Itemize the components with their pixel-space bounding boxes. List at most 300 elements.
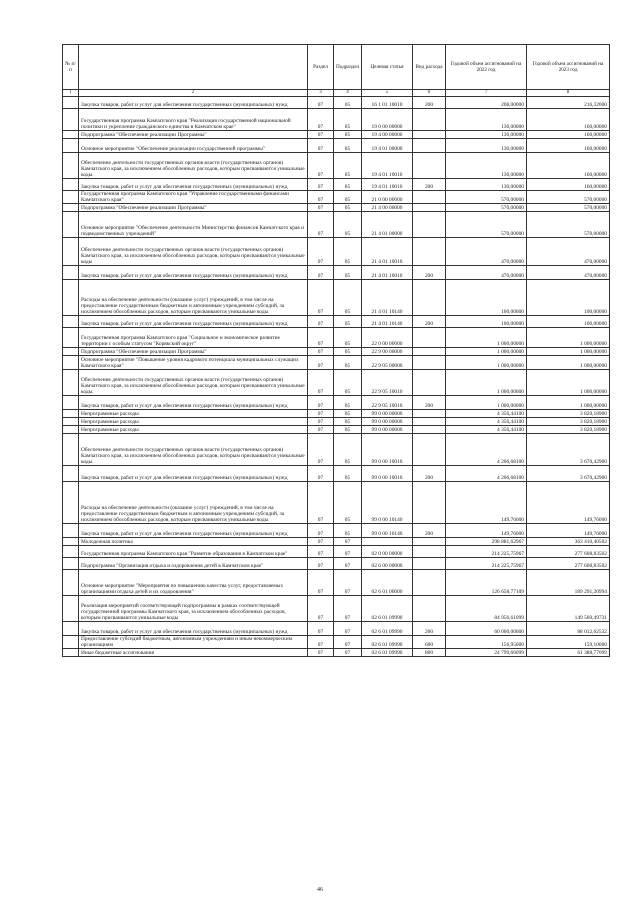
cell-name: Закупка товаров, работ и услуг для обеспечения государственных (муниципальных) нужд — [79, 524, 308, 538]
cell-num — [63, 596, 79, 622]
cell-vid — [413, 546, 446, 558]
cell-name: Закупка товаров, работ и услуг для обеспечения государственных (муниципальных) нужд — [79, 97, 308, 109]
cell-csr: 21 4 01 10140 — [362, 280, 413, 316]
cell-num — [63, 636, 79, 649]
cell-2023: 3 820,18900 — [527, 426, 610, 434]
cell-vid — [413, 570, 446, 596]
cell-csr: 16 1 01 10010 — [362, 97, 413, 109]
cell-razdel: 07 — [308, 328, 334, 348]
cell-2022: 298 881,62967 — [446, 538, 527, 546]
table-row — [63, 546, 610, 558]
cell-razdel: 07 — [308, 538, 334, 546]
page-number: 46 — [317, 887, 323, 893]
cell-vid — [413, 328, 446, 348]
cell-razdel: 07 — [308, 524, 334, 538]
cell-razdel: 07 — [308, 280, 334, 316]
cell-2022: 4 206,68100 — [446, 466, 527, 482]
table-row — [63, 97, 610, 109]
cell-razdel: 07 — [308, 622, 334, 636]
cell-name: Подпрограмма "Обеспечение реализации Программы" — [79, 204, 308, 212]
cell-2022: 214 225,75967 — [446, 546, 527, 558]
cell-podrazdel: 05 — [334, 328, 362, 348]
cell-2022: 1 000,00000 — [446, 348, 527, 356]
cell-name: Государственная программа Камчатского края "Социальное и экономическое развитие территории с особым статусом "Корякский округ" — [79, 328, 308, 348]
cell-razdel: 07 — [308, 596, 334, 622]
cell-name: Непрограммные расходы — [79, 418, 308, 426]
cell-razdel: 07 — [308, 466, 334, 482]
cell-2023: 100,00000 — [527, 316, 610, 328]
cell-2022: 130,00000 — [446, 179, 527, 191]
cell-num — [63, 466, 79, 482]
cell-razdel: 07 — [308, 649, 334, 657]
cell-vid — [413, 139, 446, 153]
cell-podrazdel: 05 — [334, 426, 362, 434]
cell-2022: 4 356,44100 — [446, 426, 527, 434]
header-row — [63, 45, 610, 90]
cell-num — [63, 204, 79, 212]
cell-razdel: 07 — [308, 570, 334, 596]
cell-vid: 200 — [413, 266, 446, 280]
cell-num — [63, 396, 79, 410]
cell-2023: 189 291,20994 — [527, 570, 610, 596]
cell-csr: 22 9 05 10010 — [362, 396, 413, 410]
cell-2022: 4 206,68100 — [446, 434, 527, 466]
cell-csr: 99 0 00 10140 — [362, 524, 413, 538]
cell-2022: 84 956,61099 — [446, 596, 527, 622]
table-row — [63, 434, 610, 466]
cell-podrazdel: 05 — [334, 396, 362, 410]
cell-podrazdel: 05 — [334, 238, 362, 266]
cell-podrazdel: 05 — [334, 191, 362, 204]
cell-csr: 02 6 01 09990 — [362, 596, 413, 622]
col-num-3: 3 — [308, 90, 334, 97]
cell-name: Подпрограмма "Обеспечение реализации Программы" — [79, 131, 308, 139]
cell-podrazdel: 05 — [334, 266, 362, 280]
cell-num — [63, 109, 79, 131]
cell-podrazdel: 05 — [334, 466, 362, 482]
cell-num — [63, 238, 79, 266]
cell-vid — [413, 131, 446, 139]
cell-vid — [413, 348, 446, 356]
cell-csr: 21 4 01 10010 — [362, 238, 413, 266]
cell-csr: 21 4 01 10140 — [362, 316, 413, 328]
cell-vid — [413, 426, 446, 434]
cell-name: Основное мероприятие "Обеспечение деятельности Министерства финансов Камчатского края и подведомственных учреждений" — [79, 212, 308, 238]
cell-vid: 200 — [413, 396, 446, 410]
cell-podrazdel: 05 — [334, 97, 362, 109]
cell-vid — [413, 538, 446, 546]
cell-csr: 19 4 01 10010 — [362, 179, 413, 191]
cell-csr: 02 6 01 09990 — [362, 622, 413, 636]
cell-vid — [413, 191, 446, 204]
cell-2023: 160,00000 — [527, 131, 610, 139]
cell-razdel: 07 — [308, 636, 334, 649]
cell-num — [63, 356, 79, 370]
col-num-6: 6 — [413, 90, 446, 97]
cell-2023: 3 820,18900 — [527, 410, 610, 418]
cell-2022: 24 799,66099 — [446, 649, 527, 657]
cell-num — [63, 280, 79, 316]
cell-2022: 100,00000 — [446, 316, 527, 328]
header-num: № п/п — [63, 45, 79, 90]
col-num-4: 4 — [334, 90, 362, 97]
table-row — [63, 482, 610, 524]
cell-name: Государственная программа Камчатского края "Развитие образования в Камчатском крае" — [79, 546, 308, 558]
table-header — [63, 45, 610, 97]
table-row — [63, 636, 610, 649]
table-row — [63, 418, 610, 426]
cell-csr: 19 4 00 00000 — [362, 131, 413, 139]
cell-vid — [413, 558, 446, 570]
cell-podrazdel: 07 — [334, 558, 362, 570]
cell-vid: 200 — [413, 179, 446, 191]
cell-name: Государственная программа Камчатского края "Управление государственными финансами Камчатского края" — [79, 191, 308, 204]
cell-vid — [413, 410, 446, 418]
cell-2023: 570,00000 — [527, 204, 610, 212]
cell-name: Обеспечение деятельности государственных органов власти (государственных органов) Камчатского края, за исключением обособленных расходов, которым присваиваются уникальные коды. — [79, 370, 308, 396]
cell-podrazdel: 05 — [334, 524, 362, 538]
cell-csr: 19 0 00 00000 — [362, 109, 413, 131]
cell-name: Обеспечение деятельности государственных органов власти (государственных органов) Камчатского края, за исключением обособленных расходов, которым присваиваются уникальные коды. — [79, 153, 308, 179]
cell-num — [63, 524, 79, 538]
table-row — [63, 316, 610, 328]
cell-podrazdel: 05 — [334, 204, 362, 212]
cell-name: Расходы на обеспечение деятельности (оказание услуг) учреждений, в том числе на предоставление государственным бюджетным и автономным учреждениям субсидий, за исключением обособленных расходов, которым присваиваются уникальные коды — [79, 280, 308, 316]
table-row — [63, 204, 610, 212]
table-row — [63, 191, 610, 204]
cell-razdel: 07 — [308, 370, 334, 396]
cell-2023: 160,00000 — [527, 109, 610, 131]
cell-csr: 22 9 05 00000 — [362, 356, 413, 370]
table-row — [63, 649, 610, 657]
cell-csr: 99 0 00 10010 — [362, 466, 413, 482]
header-vid: Вид расхода — [413, 45, 446, 90]
table-row — [63, 280, 610, 316]
cell-2022: 130,00000 — [446, 139, 527, 153]
table-row — [63, 596, 610, 622]
cell-2022: 570,00000 — [446, 212, 527, 238]
cell-2023: 216,32000 — [527, 97, 610, 109]
cell-num — [63, 558, 79, 570]
cell-razdel: 07 — [308, 97, 334, 109]
cell-2023: 160,00000 — [527, 179, 610, 191]
cell-2023: 100,00000 — [527, 280, 610, 316]
cell-name: Основное мероприятие "Мероприятия по повышению качества услуг, предоставляемых организациями отдыха детей и их оздоровления" — [79, 570, 308, 596]
table-row — [63, 212, 610, 238]
cell-2022: 470,00000 — [446, 238, 527, 266]
cell-2022: 1 000,00000 — [446, 356, 527, 370]
cell-num — [63, 546, 79, 558]
cell-num — [63, 153, 79, 179]
cell-num — [63, 410, 79, 418]
header-razdel: Раздел — [308, 45, 334, 90]
column-number-row — [63, 90, 610, 97]
table-row — [63, 238, 610, 266]
cell-vid: 200 — [413, 316, 446, 328]
cell-2023: 160,00000 — [527, 139, 610, 153]
cell-vid: 200 — [413, 97, 446, 109]
cell-2022: 126 658,77109 — [446, 570, 527, 596]
table-row — [63, 466, 610, 482]
cell-2022: 470,00000 — [446, 266, 527, 280]
cell-num — [63, 131, 79, 139]
table-row — [63, 622, 610, 636]
cell-vid: 200 — [413, 622, 446, 636]
cell-csr: 19 4 01 10010 — [362, 153, 413, 179]
cell-podrazdel: 05 — [334, 109, 362, 131]
cell-vid — [413, 370, 446, 396]
cell-2023: 88 012,62532 — [527, 622, 610, 636]
cell-razdel: 07 — [308, 238, 334, 266]
col-num-8: 8 — [527, 90, 610, 97]
table-row — [63, 426, 610, 434]
cell-vid: 800 — [413, 649, 446, 657]
table-row — [63, 396, 610, 410]
cell-2022: 130,00000 — [446, 131, 527, 139]
cell-num — [63, 139, 79, 153]
cell-podrazdel: 05 — [334, 410, 362, 418]
cell-razdel: 07 — [308, 396, 334, 410]
cell-num — [63, 97, 79, 109]
cell-2022: 208,00000 — [446, 97, 527, 109]
cell-name: Подпрограмма "Обеспечение реализации Программы" — [79, 348, 308, 356]
table-row — [63, 109, 610, 131]
cell-num — [63, 212, 79, 238]
cell-podrazdel: 05 — [334, 482, 362, 524]
cell-vid — [413, 238, 446, 266]
cell-2023: 470,00000 — [527, 238, 610, 266]
cell-2023: 1 000,00000 — [527, 356, 610, 370]
header-2023: Годовой объем ассигнований на 2023 год — [527, 45, 610, 90]
cell-razdel: 07 — [308, 356, 334, 370]
table-row — [63, 410, 610, 418]
table-row — [63, 538, 610, 546]
cell-podrazdel: 07 — [334, 622, 362, 636]
cell-num — [63, 570, 79, 596]
cell-razdel: 07 — [308, 212, 334, 238]
cell-num — [63, 482, 79, 524]
cell-num — [63, 266, 79, 280]
cell-vid — [413, 434, 446, 466]
cell-2022: 1 000,00000 — [446, 370, 527, 396]
cell-2023: 277 608,83502 — [527, 558, 610, 570]
cell-name: Расходы на обеспечение деятельности (оказание услуг) учреждений, в том числе на предоставление государственным бюджетным и автономным учреждениям субсидий, за исключением обособленных расходов, которым присваиваются уникальные коды — [79, 482, 308, 524]
cell-csr: 22 0 00 00000 — [362, 328, 413, 348]
cell-razdel: 07 — [308, 153, 334, 179]
cell-podrazdel: 05 — [334, 131, 362, 139]
cell-csr: 99 0 00 00000 — [362, 418, 413, 426]
cell-num — [63, 434, 79, 466]
cell-num — [63, 538, 79, 546]
cell-csr: 99 0 00 00000 — [362, 426, 413, 434]
cell-csr — [362, 538, 413, 546]
table-row — [63, 266, 610, 280]
cell-name: Закупка товаров, работ и услуг для обеспечения государственных (муниципальных) нужд — [79, 622, 308, 636]
cell-2022: 100,00000 — [446, 280, 527, 316]
cell-num — [63, 179, 79, 191]
table-body — [63, 97, 610, 657]
cell-name: Реализация мероприятий соответствующей подпрограммы в рамках соответствующей государственной программы Камчатского края, за исключением обособленных расходов, которым присваиваются уникальные коды — [79, 596, 308, 622]
table-row — [63, 370, 610, 396]
cell-podrazdel: 07 — [334, 649, 362, 657]
cell-vid: 600 — [413, 636, 446, 649]
cell-name: Основное мероприятие "Повышение уровня кадрового потенциала муниципальных служащих Камчатского края" — [79, 356, 308, 370]
cell-2023: 277 608,83502 — [527, 546, 610, 558]
cell-2023: 570,00000 — [527, 191, 610, 204]
cell-podrazdel: 07 — [334, 546, 362, 558]
cell-name: Государственная программа Камчатского края "Реализация государственной национальной политики и укрепление гражданского единства в Камчатском крае" — [79, 109, 308, 131]
cell-2022: 60 000,00000 — [446, 622, 527, 636]
cell-csr: 02 0 00 00000 — [362, 546, 413, 558]
cell-razdel: 07 — [308, 131, 334, 139]
cell-2023: 149 560,49731 — [527, 596, 610, 622]
cell-2022: 570,00000 — [446, 204, 527, 212]
cell-vid — [413, 596, 446, 622]
cell-2023: 1 000,00000 — [527, 396, 610, 410]
cell-vid — [413, 109, 446, 131]
cell-2023: 1 000,00000 — [527, 348, 610, 356]
cell-num — [63, 348, 79, 356]
cell-num — [63, 649, 79, 657]
cell-csr: 02 6 01 00000 — [362, 570, 413, 596]
cell-2022: 1 000,00000 — [446, 396, 527, 410]
cell-name: Предоставление субсидий бюджетным, автономным учреждениям и иным некоммерческим организациям — [79, 636, 308, 649]
table-row — [63, 139, 610, 153]
table-row — [63, 179, 610, 191]
header-podrazdel: Подраздел — [334, 45, 362, 90]
cell-podrazdel: 05 — [334, 434, 362, 466]
cell-csr: 19 4 01 00000 — [362, 139, 413, 153]
cell-2022: 149,76000 — [446, 524, 527, 538]
cell-2023: 1 000,00000 — [527, 328, 610, 348]
cell-csr: 02 6 01 09990 — [362, 649, 413, 657]
table-row — [63, 524, 610, 538]
cell-razdel: 07 — [308, 546, 334, 558]
cell-num — [63, 191, 79, 204]
cell-csr: 21 0 00 00000 — [362, 191, 413, 204]
cell-num — [63, 328, 79, 348]
cell-2023: 470,00000 — [527, 266, 610, 280]
cell-csr: 02 6 01 09990 — [362, 636, 413, 649]
cell-num — [63, 426, 79, 434]
cell-razdel: 07 — [308, 558, 334, 570]
table-row — [63, 348, 610, 356]
cell-podrazdel: 05 — [334, 212, 362, 238]
cell-csr: 99 0 00 10010 — [362, 434, 413, 466]
table-row — [63, 570, 610, 596]
cell-2022: 130,00000 — [446, 109, 527, 131]
cell-podrazdel: 05 — [334, 418, 362, 426]
col-num-5: 5 — [362, 90, 413, 97]
cell-razdel: 07 — [308, 418, 334, 426]
cell-2022: 4 356,44100 — [446, 410, 527, 418]
cell-podrazdel: 07 — [334, 538, 362, 546]
cell-vid — [413, 153, 446, 179]
cell-2022: 156,95000 — [446, 636, 527, 649]
cell-num — [63, 316, 79, 328]
cell-2023: 3 670,42900 — [527, 466, 610, 482]
cell-csr: 22 9 05 10010 — [362, 370, 413, 396]
cell-2023: 61 388,77099 — [527, 649, 610, 657]
cell-razdel: 07 — [308, 266, 334, 280]
cell-num — [63, 370, 79, 396]
cell-2022: 4 356,44100 — [446, 418, 527, 426]
cell-name: Основное мероприятие "Обеспечение реализации государственной программы" — [79, 139, 308, 153]
cell-razdel: 07 — [308, 179, 334, 191]
cell-csr: 99 0 00 10140 — [362, 482, 413, 524]
cell-podrazdel: 05 — [334, 370, 362, 396]
cell-num — [63, 418, 79, 426]
cell-podrazdel: 05 — [334, 179, 362, 191]
cell-2023: 3 670,42900 — [527, 434, 610, 466]
cell-razdel: 07 — [308, 316, 334, 328]
cell-name: Иные бюджетные ассигнования — [79, 649, 308, 657]
cell-csr: 21 4 00 00000 — [362, 204, 413, 212]
cell-razdel: 07 — [308, 410, 334, 418]
cell-podrazdel: 07 — [334, 570, 362, 596]
cell-name: Непрограммные расходы — [79, 426, 308, 434]
cell-vid — [413, 280, 446, 316]
cell-2023: 149,76000 — [527, 524, 610, 538]
cell-name: Закупка товаров, работ и услуг для обеспечения государственных (муниципальных) нужд — [79, 266, 308, 280]
cell-2023: 363 410,40502 — [527, 538, 610, 546]
table-row — [63, 328, 610, 348]
budget-table — [62, 44, 610, 657]
col-num-2: 2 — [79, 90, 308, 97]
cell-podrazdel: 05 — [334, 153, 362, 179]
cell-podrazdel: 05 — [334, 348, 362, 356]
cell-podrazdel: 05 — [334, 280, 362, 316]
cell-name: Закупка товаров, работ и услуг для обеспечения государственных (муниципальных) нужд — [79, 396, 308, 410]
cell-vid: 200 — [413, 466, 446, 482]
table-row — [63, 153, 610, 179]
cell-razdel: 07 — [308, 482, 334, 524]
cell-name: Непрограммные расходы — [79, 410, 308, 418]
cell-csr: 99 0 00 00000 — [362, 410, 413, 418]
cell-2023: 1 000,00000 — [527, 370, 610, 396]
cell-csr: 21 4 01 10010 — [362, 266, 413, 280]
cell-name: Обеспечение деятельности государственных органов власти (государственных органов) Камчатского края, за исключением обособленных расходов, которым присваиваются уникальные коды — [79, 238, 308, 266]
cell-num — [63, 622, 79, 636]
table-row — [63, 356, 610, 370]
cell-razdel: 07 — [308, 426, 334, 434]
cell-vid — [413, 418, 446, 426]
cell-2023: 3 820,18900 — [527, 418, 610, 426]
header-name — [79, 45, 308, 90]
cell-podrazdel: 05 — [334, 356, 362, 370]
cell-name: Подпрограмма "Организация отдыха и оздоровления детей в Камчатском крае" — [79, 558, 308, 570]
cell-razdel: 07 — [308, 139, 334, 153]
cell-2023: 160,00000 — [527, 153, 610, 179]
cell-2023: 570,00000 — [527, 212, 610, 238]
cell-podrazdel: 05 — [334, 316, 362, 328]
cell-razdel: 07 — [308, 434, 334, 466]
header-csr: Целевая статья — [362, 45, 413, 90]
cell-2022: 130,00000 — [446, 153, 527, 179]
cell-2022: 214 225,75967 — [446, 558, 527, 570]
cell-name: Обеспечение деятельности государственных органов власти (государственных органов) Камчатского края, за исключением обособленных расходов, которым присваиваются уникальные коды. — [79, 434, 308, 466]
cell-2023: 149,76000 — [527, 482, 610, 524]
cell-razdel: 07 — [308, 204, 334, 212]
cell-2022: 570,00000 — [446, 191, 527, 204]
cell-razdel: 07 — [308, 109, 334, 131]
cell-2022: 149,76000 — [446, 482, 527, 524]
cell-2022: 1 000,00000 — [446, 328, 527, 348]
cell-vid — [413, 482, 446, 524]
cell-csr: 21 4 01 00000 — [362, 212, 413, 238]
cell-vid — [413, 212, 446, 238]
cell-name: Закупка товаров, работ и услуг для обеспечения государственных (муниципальных) нужд — [79, 179, 308, 191]
